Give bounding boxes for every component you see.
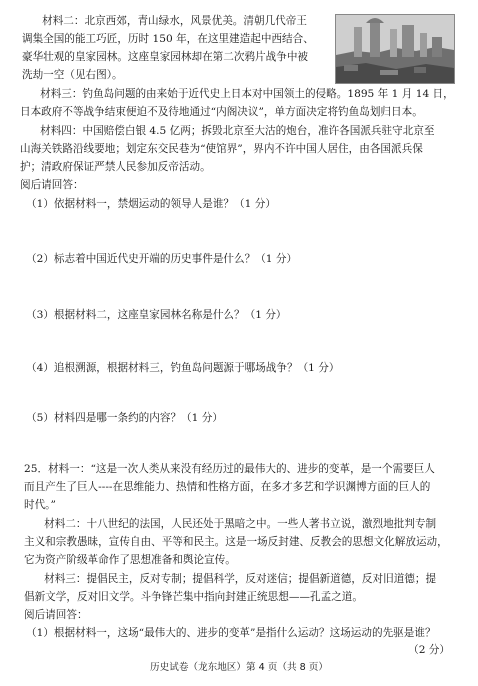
material-4-line-3: 护；清政府保证严禁人民参加反帝活动。 (20, 161, 211, 173)
q25-material-1-line-2: 而且产生了巨人----在思维能力、热情和性格方面，在多才多艺和学识渊博方面的巨人的 (24, 481, 431, 493)
question-3: （3）根据材料二，这座皇家园林名称是什么？（1 分） (26, 309, 287, 321)
q25-material-2-line-2: 主义和宗教愚昧，宣传自由、平等和民主。这是一场反封建、反教会的思想文化解放运动， (24, 536, 448, 548)
q25-material-2-line-1: 材料二：十八世纪的法国，人民还处于黑暗之中。一些人著书立说，激烈地批判专制 (44, 518, 437, 530)
question-5: （5）材料四是哪一条约的内容？（1 分） (26, 412, 223, 424)
material-4-line-1: 材料四：中国赔偿白银 4.5 亿两；拆毁北京至大沽的炮台，准许各国派兵驻守北京至 (40, 125, 435, 137)
q25-instruction: 阅后请回答： (24, 609, 88, 621)
q25-material-1-line-3: 时代。” (24, 499, 56, 511)
question-4: （4）追根溯源，根据材料三，钓鱼岛问题源于哪场战争？（1 分） (26, 362, 340, 374)
q25-material-3-line-2: 倡新文学，反对旧文学。斗争锋芒集中指向封建正统思想——孔孟之道。 (24, 591, 363, 603)
q25-material-1-line-1: 25．材料一：“这是一次人类从来没有经历过的最伟大的、进步的变革，是一个需要巨人 (24, 463, 435, 475)
material-2-line-4: 洗劫一空（见右图）。 (22, 69, 123, 81)
material-2-line-2: 调集全国的能工巧匠，历时 150 年，在这里建造起中西结合、 (22, 33, 314, 45)
instruction-label: 阅后请回答： (20, 179, 84, 191)
q25-material-2-line-3: 它为资产阶级革命作了思想准备和舆论宣传。 (24, 554, 236, 566)
material-2-line-1: 材料二：北京西郊，青山绿水，风景优美。清朝几代帝王 (42, 15, 307, 27)
q25-question-1: （1）根据材料一，这场“最伟大的、进步的变革”是指什么运动？这场运动的先驱是谁？ (26, 627, 436, 639)
q25-question-1-score: （2 分） (408, 644, 450, 656)
material-3-line-2: 日本政府不等战争结束便迫不及待地通过“内阁决议”，单方面决定将钓鱼岛划归日本。 (20, 106, 423, 118)
q25-material-3-line-1: 材料三：提倡民主，反对专制；提倡科学，反对迷信；提倡新道德，反对旧道德；提 (44, 573, 437, 585)
page-footer: 历史试卷（龙东地区）第 4 页（共 8 页） (150, 662, 328, 673)
material-3-line-1: 材料三：钓鱼岛问题的由来始于近代史上日本对中国领土的侵略。1895 年 1 月 14 日， (40, 88, 454, 100)
question-1: （1）依据材料一，禁烟运动的领导人是谁？（1 分） (26, 198, 276, 210)
material-2-line-3: 豪华壮观的皇家园林。这座皇家园林却在第二次鸦片战争中被 (22, 51, 309, 63)
material-4-line-2: 山海关铁路沿线要地；划定东交民巷为“使馆界”，界内不许中国人居住，由各国派兵保 (20, 143, 423, 155)
question-2: （2）标志着中国近代史开端的历史事件是什么？（1 分） (26, 253, 298, 265)
yuanmingyuan-ruins-photo (335, 14, 455, 84)
